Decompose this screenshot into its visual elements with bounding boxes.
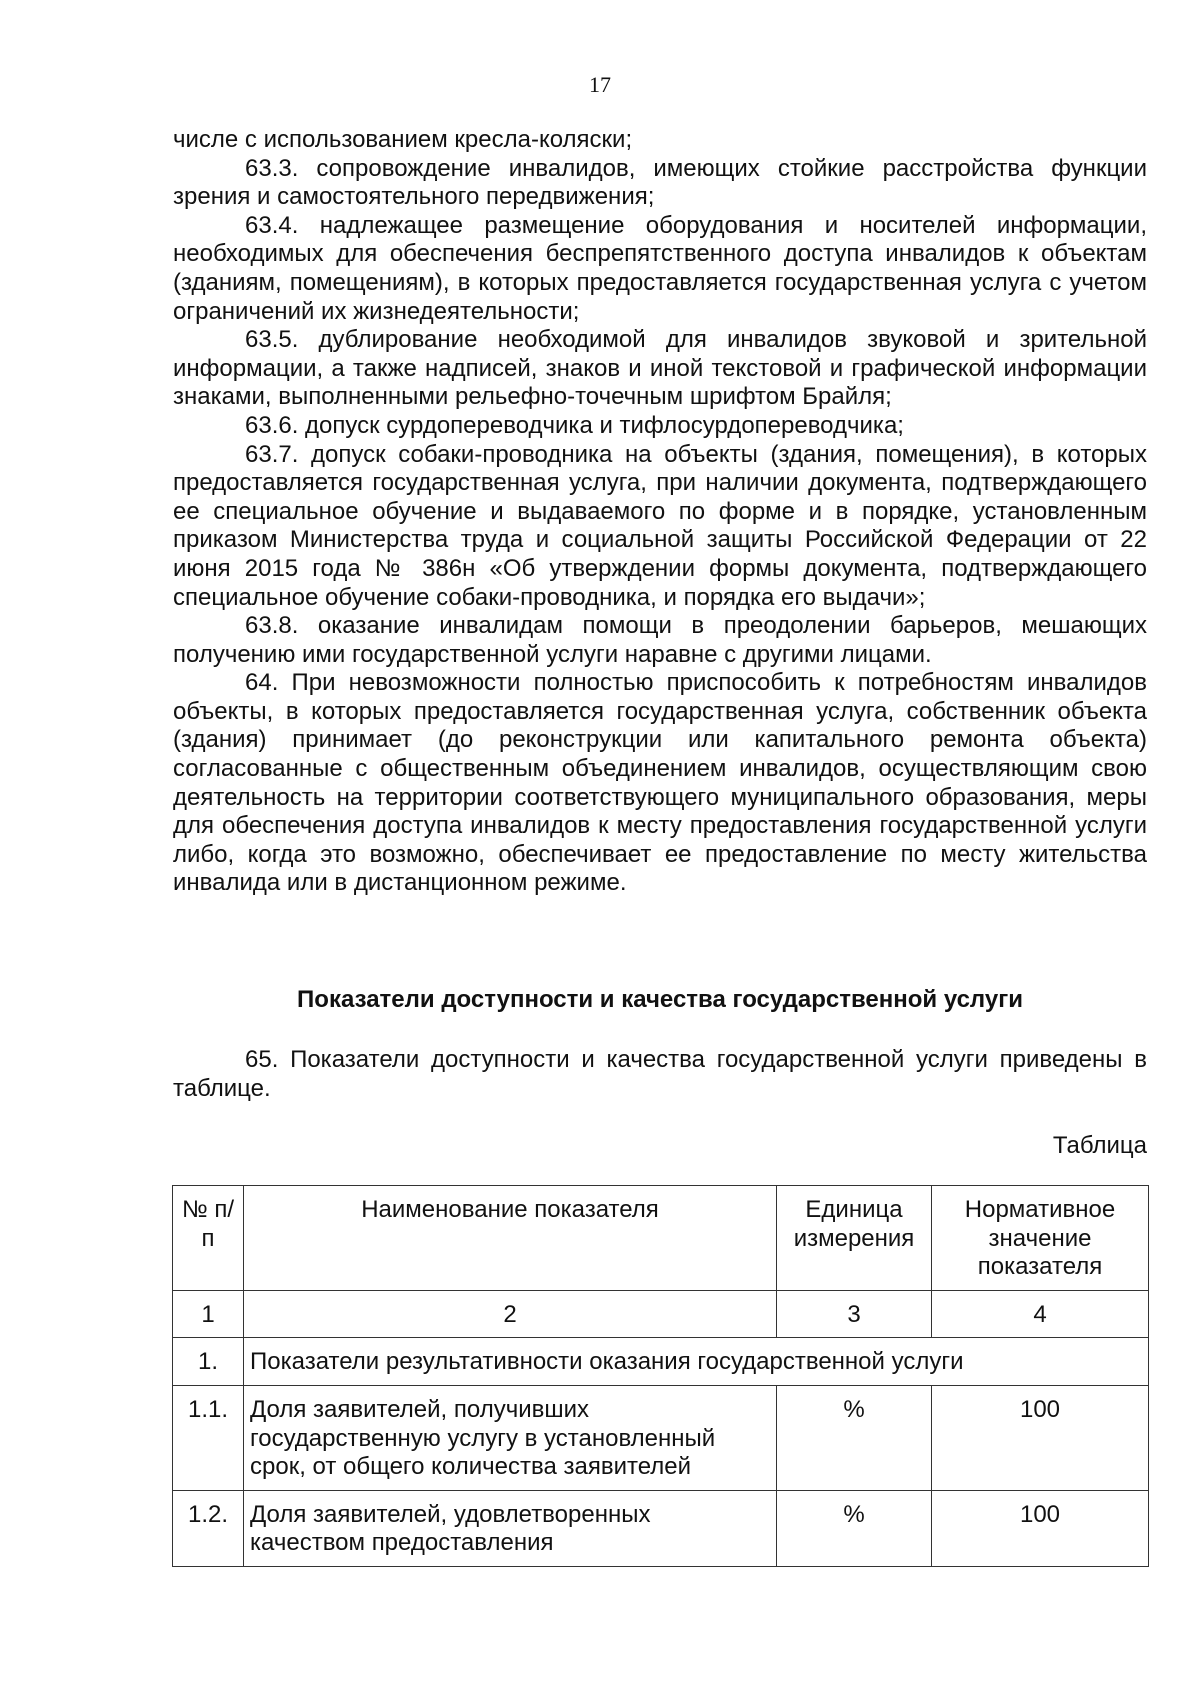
paragraph-continuation: числе с использованием кресла-коляски;: [173, 126, 633, 153]
section-number: 1.: [173, 1338, 244, 1386]
column-number: 3: [777, 1290, 932, 1338]
table-header-row: [173, 1186, 1149, 1291]
column-number: 2: [244, 1290, 777, 1338]
column-number-row: [173, 1290, 1149, 1338]
paragraph-63-8: 63.8. оказание инвалидам помощи в преодолении барьеров, мешающих получению ими государственной услуги наравне с другими лицами.: [173, 612, 1147, 668]
row-name: Доля заявителей, получивших государственную услугу в установленный срок, от общего количества заявителей: [244, 1385, 777, 1490]
column-number: 4: [932, 1290, 1149, 1338]
section-title: Показатели результативности оказания государственной услуги: [244, 1338, 1149, 1386]
page-number: 17: [589, 72, 611, 97]
row-number: 1.1.: [173, 1385, 244, 1490]
paragraph-64: 64. При невозможности полностью приспособить к потребностям инвалидов объекты, в которых предоставляется государственная услуга, собственник объекта (здания) принимает (до реконструкции или капитального ремонта объекта) согласованные с общественным объединением инвалидов, осуществляющим свою деятельность на территории соответствующего муниципального образования, меры для обеспечения доступа инвалидов к месту предоставления государственной услуги либо, когда это возможно, обеспечивает ее предоставление по месту жительства инвалида или в дистанционном режиме.: [173, 669, 1147, 897]
row-name: Доля заявителей, удовлетворенных качеством предоставления: [244, 1490, 777, 1566]
indicators-table: [172, 1185, 1149, 1567]
header-unit: Единица измерения: [777, 1186, 932, 1291]
paragraph-65: 65. Показатели доступности и качества государственной услуги приведены в таблице.: [173, 1046, 1147, 1102]
column-number: 1: [173, 1290, 244, 1338]
row-number: 1.2.: [173, 1490, 244, 1566]
section-heading: Показатели доступности и качества государственной услуги: [297, 986, 1023, 1013]
paragraph-63-4: 63.4. надлежащее размещение оборудования и носителей информации, необходимых для обеспечения беспрепятственного доступа инвалидов к объектам (зданиям, помещениям), в которых предоставляется государственная услуга с учетом ограничений их жизнедеятельности;: [173, 211, 1147, 325]
document-body: [173, 126, 1147, 898]
header-name: Наименование показателя: [244, 1186, 777, 1291]
paragraph-63-6: 63.6. допуск сурдопереводчика и тифлосурдопереводчика;: [245, 411, 904, 439]
header-number: № п/п: [173, 1186, 244, 1291]
table-caption: Таблица: [1052, 1132, 1147, 1159]
paragraph-63-7: 63.7. допуск собаки-проводника на объекты (здания, помещения), в которых предоставляется государственная услуга, при наличии документа, подтверждающего ее специальное обучение и выдаваемого по форме и в порядке, установленным приказом Министерства труда и социальной защиты Российской Федерации от 22 июня 2015 года № 386н «Об утверждении формы документа, подтверждающего специальное обучение собаки-проводника, и порядка его выдачи»;: [173, 440, 1147, 611]
row-unit: %: [777, 1385, 932, 1490]
table-row: [173, 1490, 1149, 1566]
paragraph-63-3: 63.3. сопровождение инвалидов, имеющих стойкие расстройства функции зрения и самостоятельного передвижения;: [173, 154, 1147, 211]
paragraph-63-5: 63.5. дублирование необходимой для инвалидов звуковой и зрительной информации, а также надписей, знаков и иной текстовой и графической информации знаками, выполненными рельефно-точечным шрифтом Брайля;: [173, 326, 1147, 411]
table-section-row: [173, 1338, 1149, 1386]
row-value: 100: [932, 1490, 1149, 1566]
header-value: Нормативное значение показателя: [932, 1186, 1149, 1291]
row-unit: %: [777, 1490, 932, 1566]
table-row: [173, 1385, 1149, 1490]
row-value: 100: [932, 1385, 1149, 1490]
